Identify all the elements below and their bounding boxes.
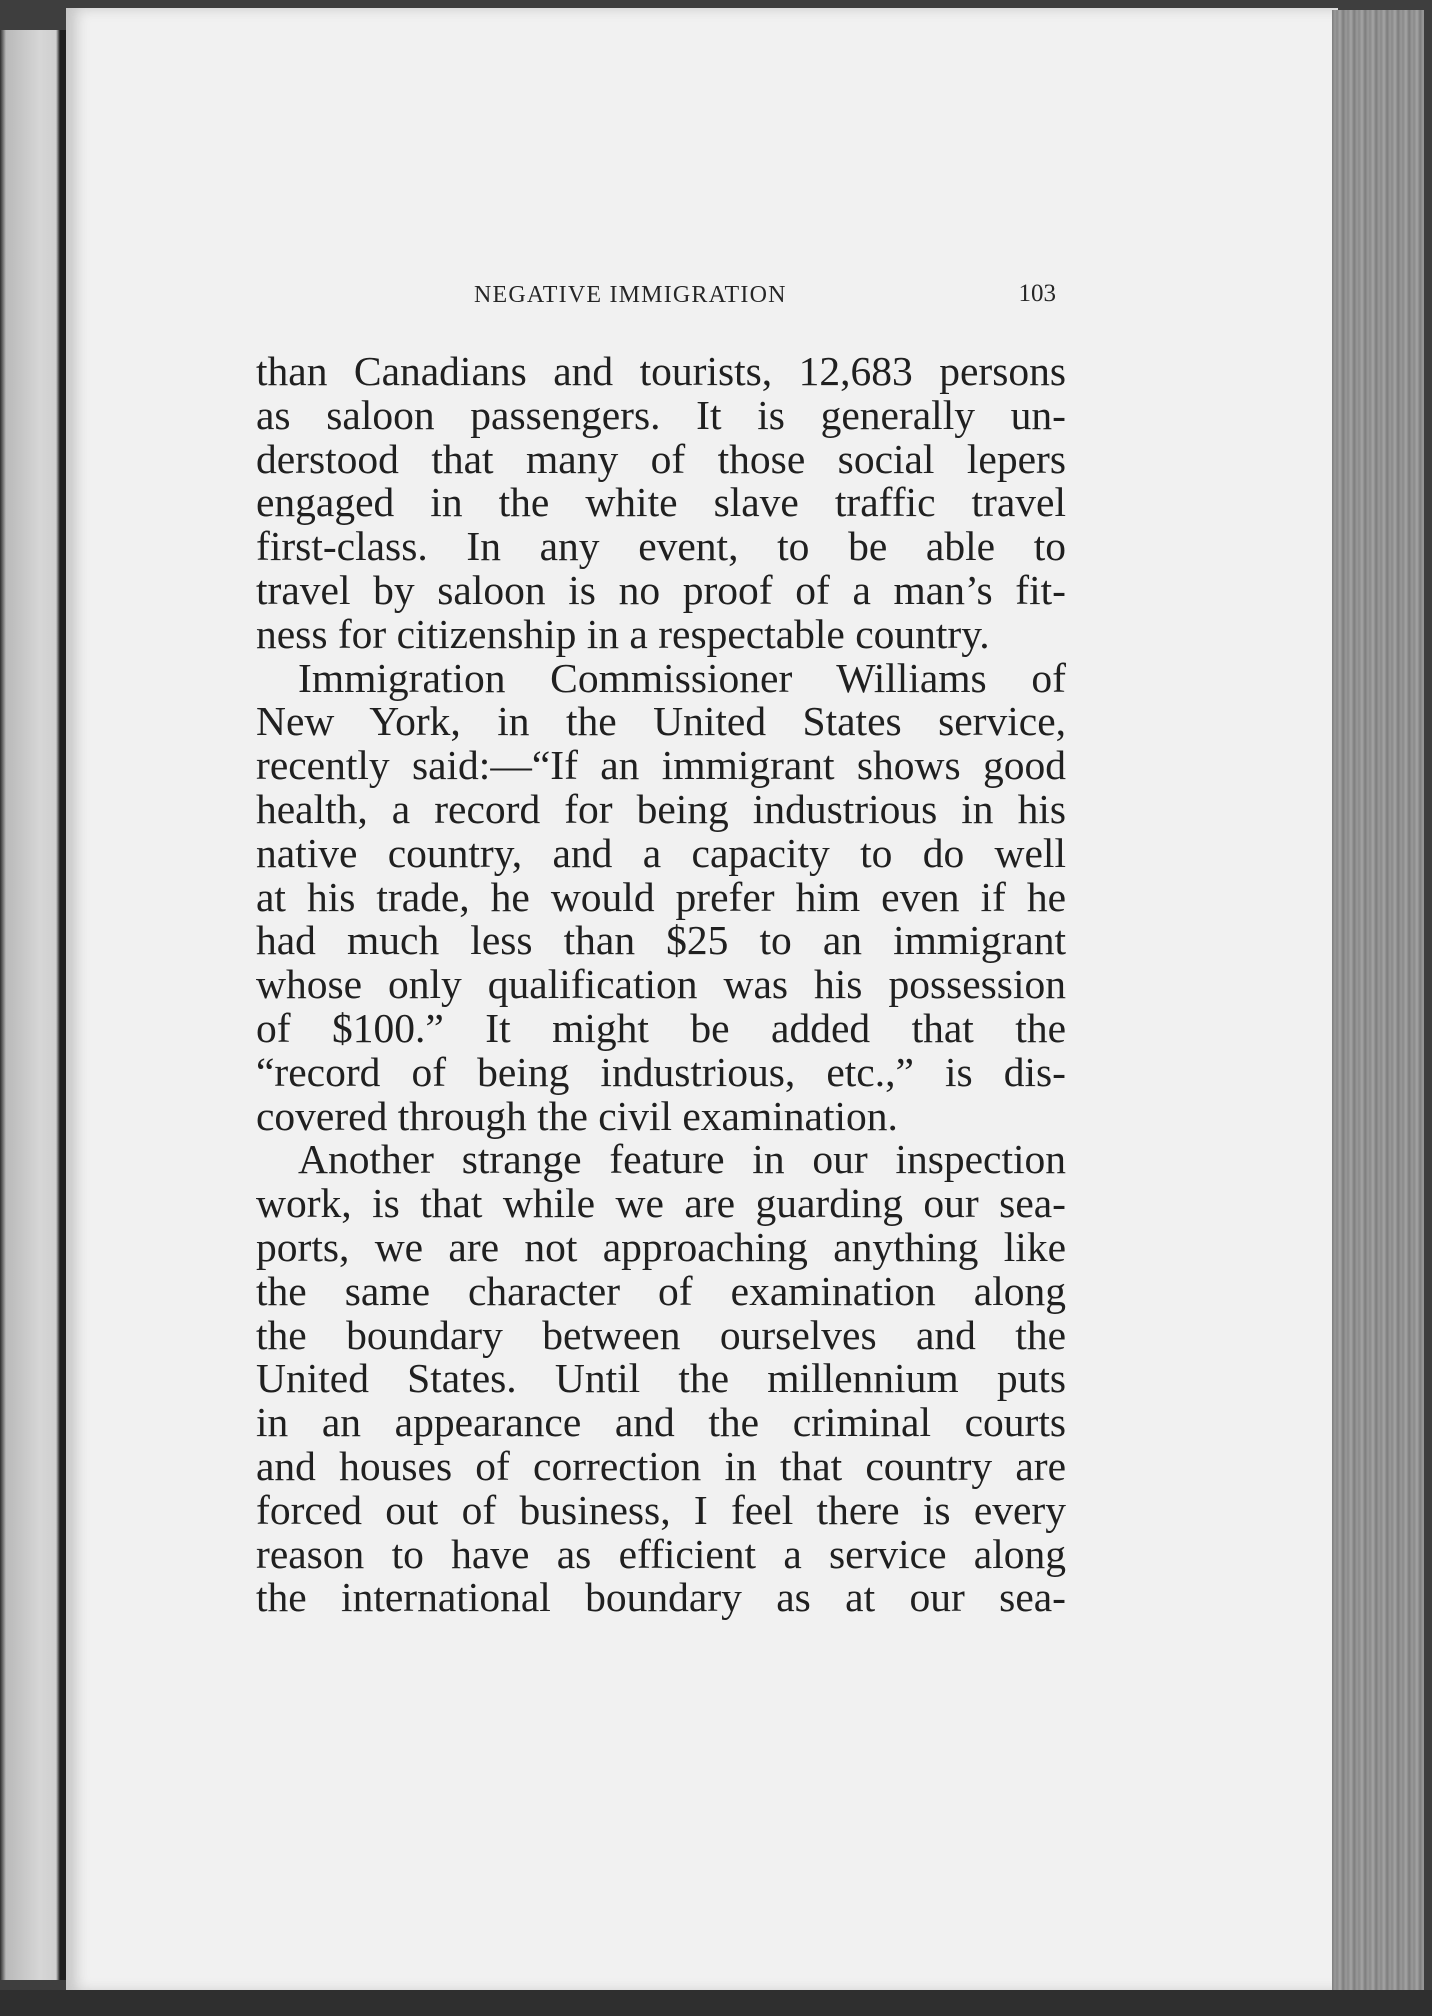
text-line: “record of being industrious, etc.,” is dis- <box>256 1048 1066 1095</box>
text-line: the same character of examination along <box>256 1267 1066 1314</box>
running-header <box>254 280 1064 316</box>
text-line: of $100.” It might be added that the <box>256 1004 1066 1051</box>
text-line: Another strange feature in our inspection <box>298 1136 1066 1183</box>
text-line: New York, in the United States service, <box>256 698 1066 745</box>
text-line: the boundary between ourselves and the <box>256 1311 1066 1358</box>
body-text <box>256 350 1066 1620</box>
text-line: work, is that while we are guarding our sea- <box>256 1180 1066 1227</box>
text-line: than Canadians and tourists, 12,683 persons <box>256 348 1066 394</box>
text-line: covered through the civil examination. <box>256 1092 898 1139</box>
text-line: at his trade, he would prefer him even if he <box>256 873 1066 920</box>
text-line: ports, we are not approaching anything like <box>256 1223 1066 1270</box>
text-line: native country, and a capacity to do well <box>256 829 1066 876</box>
text-line: Immigration Commissioner Williams of <box>298 654 1066 701</box>
text-line: health, a record for being industrious in his <box>256 785 1066 832</box>
text-line: travel by saloon is no proof of a man’s fit- <box>256 566 1066 613</box>
text-line: United States. Until the millennium puts <box>256 1355 1066 1402</box>
text-line: derstood that many of those social lepers <box>256 435 1066 482</box>
text-line: whose only qualification was his possession <box>256 961 1066 1008</box>
text-line: first-class. In any event, to be able to <box>256 523 1066 570</box>
text-line: reason to have as efficient a service along <box>256 1530 1066 1577</box>
text-line: recently said:—“If an immigrant shows good <box>256 742 1066 789</box>
text-line: had much less than $25 to an immigrant <box>256 917 1066 964</box>
text-line: as saloon passengers. It is generally un- <box>256 391 1066 438</box>
book-cover-edge <box>0 1990 1432 2016</box>
running-title: NEGATIVE IMMIGRATION <box>474 282 787 308</box>
text-line: in an appearance and the criminal courts <box>256 1399 1066 1446</box>
text-line: and houses of correction in that country are <box>256 1442 1066 1489</box>
previous-page-edge <box>0 30 70 1980</box>
page-block-edge <box>1332 10 1424 1990</box>
page-number: 103 <box>1018 280 1056 307</box>
text-line: engaged in the white slave traffic travel <box>256 479 1066 526</box>
text-line: ness for citizenship in a respectable country. <box>256 610 990 657</box>
text-line: the international boundary as at our sea- <box>256 1574 1066 1621</box>
text-line: forced out of business, I feel there is every <box>256 1486 1066 1533</box>
